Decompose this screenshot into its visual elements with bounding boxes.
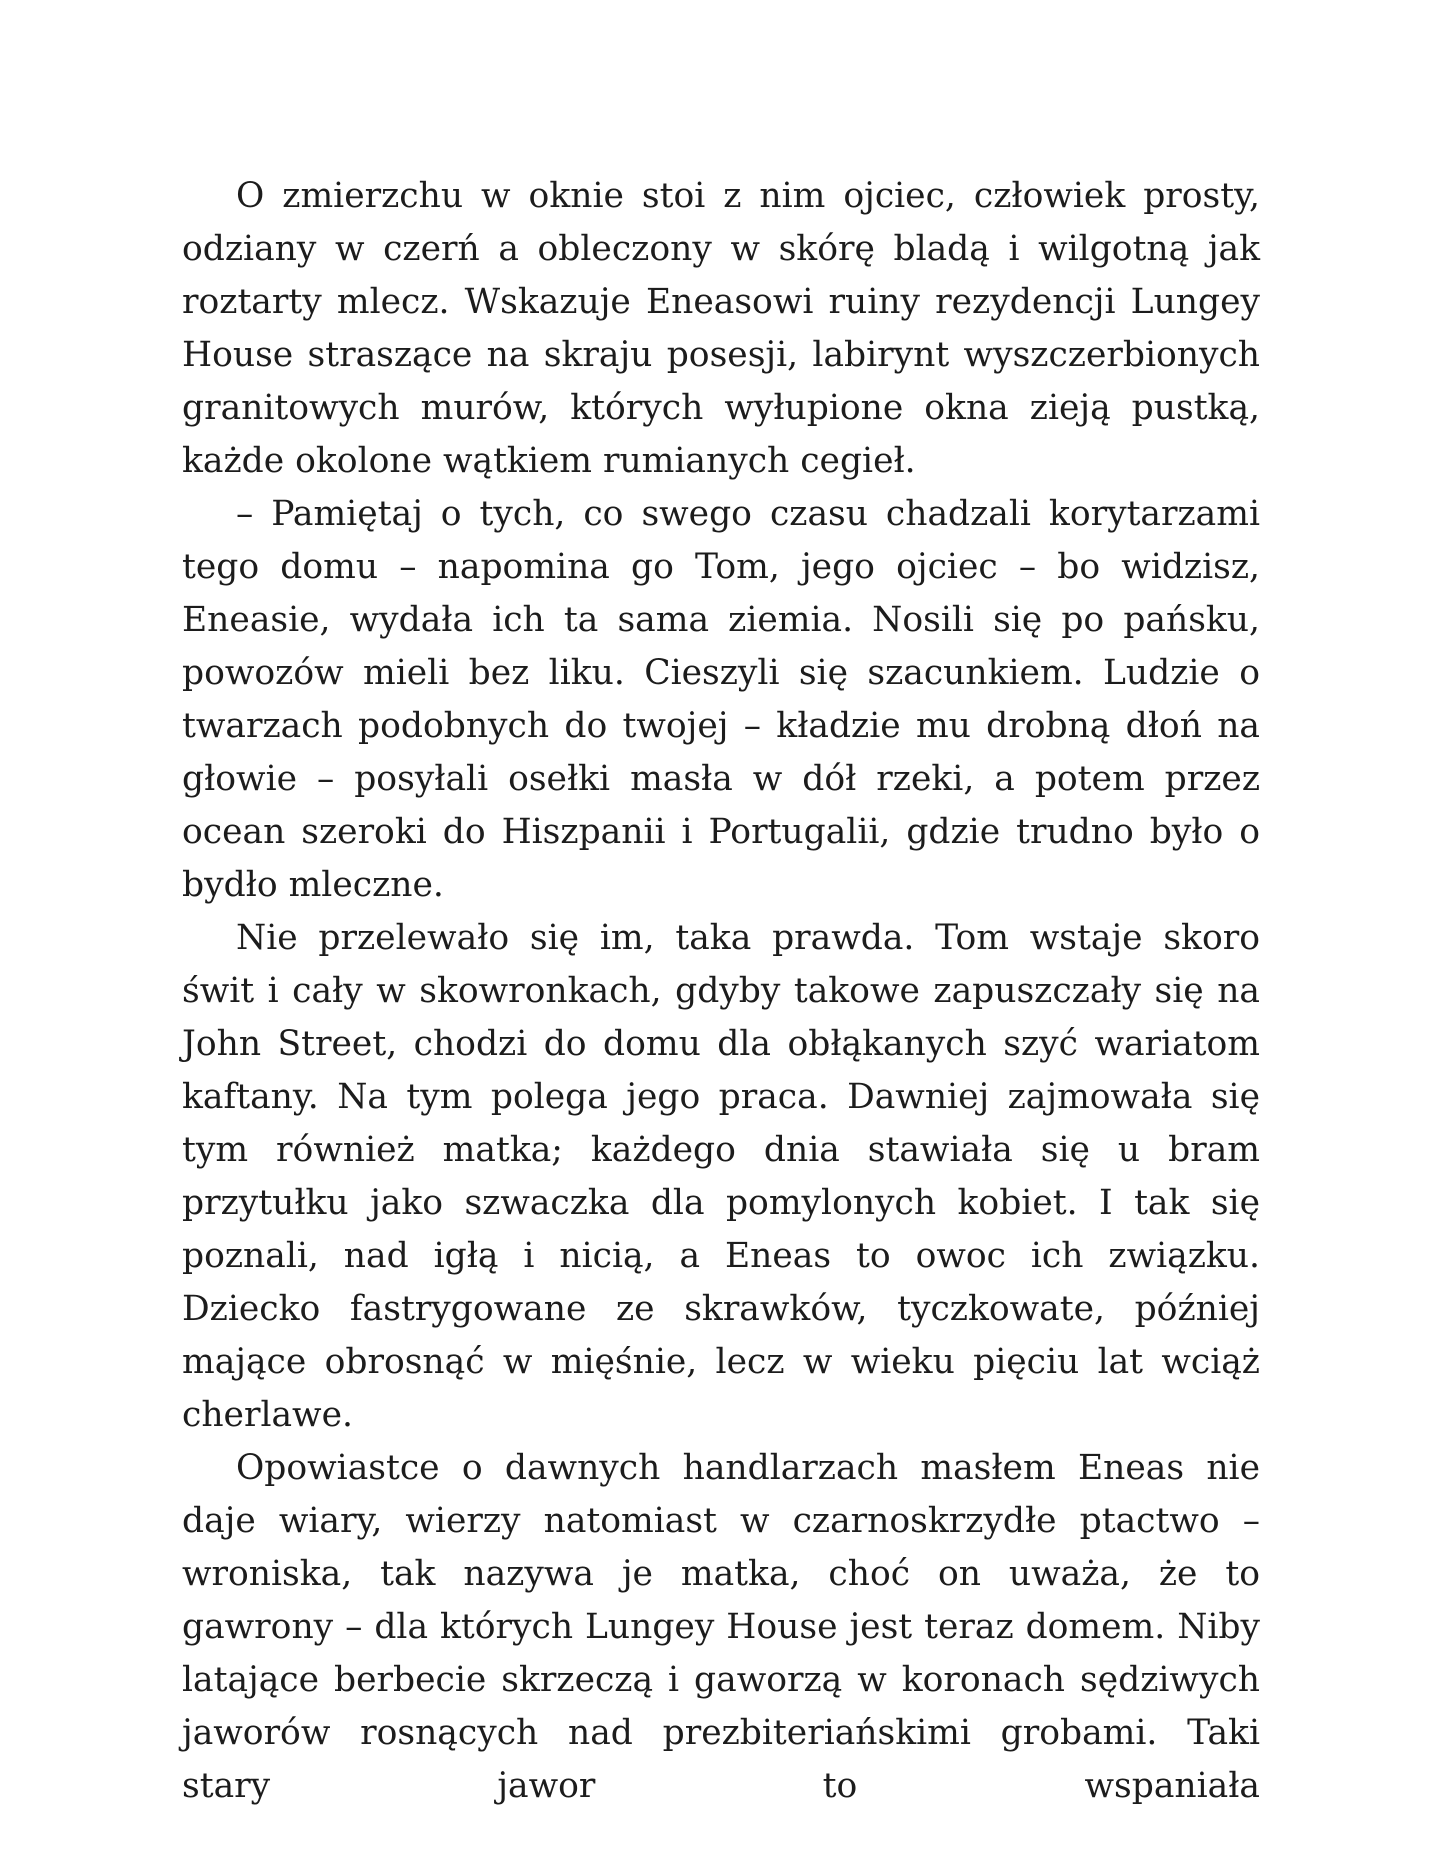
body-text [182, 170, 1260, 1813]
paragraph-1: O zmierzchu w oknie stoi z nim ojciec, człowiek prosty, odziany w czerń a obleczony w skórę bladą i wilgotną jak roztarty mlecz. Wskazuje Eneasowi ruiny rezydencji Lungey House straszące na skraju posesji, labirynt wyszczerbionych granitowych murów, których wyłupione okna zieją pustką, każde okolone wątkiem rumianych cegieł. [182, 176, 1260, 481]
paragraph-2: – Pamiętaj o tych, co swego czasu chadzali korytarzami tego domu – napomina go Tom, jego ojciec – bo widzisz, Eneasie, wydała ich ta sama ziemia. Nosili się po pańsku, powozów mieli bez liku. Cieszyli się szacunkiem. Ludzie o twarzach podobnych do twojej – kładzie mu drobną dłoń na głowie – posyłali osełki masła w dół rzeki, a potem przez ocean szeroki do Hiszpanii i Portugalii, gdzie trudno było o bydło mleczne. [182, 494, 1260, 905]
paragraph-3: Nie przelewało się im, taka prawda. Tom wstaje skoro świt i cały w skowronkach, gdyby takowe zapuszczały się na John Street, chodzi do domu dla obłąkanych szyć wariatom kaftany. Na tym polega jego praca. Dawniej zajmowała się tym również matka; każdego dnia stawiała się u bram przytułku jako szwaczka dla pomylonych kobiet. I tak się poznali, nad igłą i nicią, a Eneas to owoc ich związku. Dziecko fastrygowane ze skrawków, tyczkowate, później mające obrosnąć w mięśnie, lecz w wieku pięciu lat wciąż cherlawe. [182, 918, 1260, 1435]
paragraph-4: Opowiastce o dawnych handlarzach masłem Eneas nie daje wiary, wierzy natomiast w czarnoskrzydłe ptactwo – wroniska, tak nazywa je matka, choć on uważa, że to gawrony – dla których Lungey House jest teraz domem. Niby latające berbecie skrzeczą i gaworzą w koronach sędziwych jaworów rosnących nad prezbiteriańskimi grobami. Taki stary jawor to wspaniała [182, 1448, 1260, 1806]
